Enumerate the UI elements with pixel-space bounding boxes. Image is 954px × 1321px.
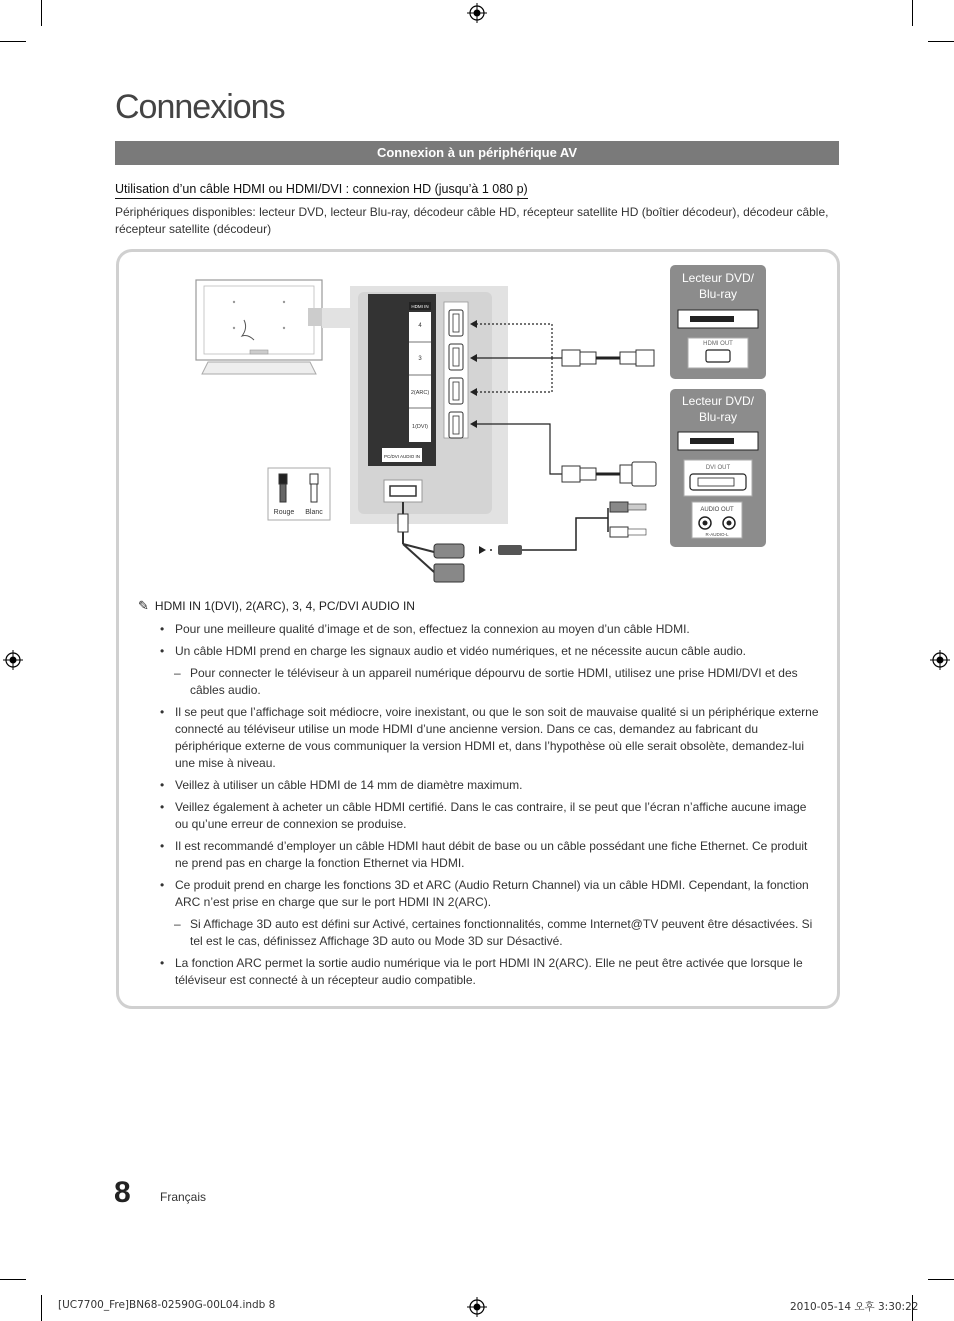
port-3-label: 3 bbox=[418, 356, 422, 362]
port-2-label: 2(ARC) bbox=[410, 390, 430, 396]
notes-heading bbox=[138, 598, 415, 614]
audio-out-label: AUDIO OUT bbox=[700, 507, 734, 513]
dash-icon: – bbox=[174, 917, 181, 931]
note-text: Il se peut que l’affichage soit médiocre, voire inexistant, ou que le son soit de mauvaise qualité si un périphérique externe connecté au téléviseur utilise un mode HDMI d’une ancienne version. Dans ce cas, demandez au fabricant du périphérique externe de vous communiquer la version HDMI et, dans l’hypothèse où elle serait obsolète, demandez-lui une mise à niveau. bbox=[175, 705, 819, 770]
device-bottom-label: Lecteur DVD/ Blu-ray bbox=[681, 394, 755, 424]
note-item bbox=[160, 643, 820, 660]
file-info: [UC7700_Fre]BN68-02590G-00L04.indb 8 bbox=[58, 1299, 276, 1311]
notes-list bbox=[160, 621, 820, 994]
print-timestamp: 2010-05-14 오후 3:30:22 bbox=[790, 1301, 919, 1313]
port-1-label: 1(DVI) bbox=[412, 424, 428, 430]
section-title-bar: Connexion à un périphérique AV bbox=[115, 141, 839, 165]
note-item bbox=[160, 838, 820, 872]
note-text: Veillez également à acheter un câble HDMI certifié. Dans le cas contraire, il se peut que l’écran n’affiche aucune image ou qu’une erreur de connexion se produise. bbox=[175, 800, 807, 831]
note-item bbox=[160, 955, 820, 989]
note-text: Si Affichage 3D auto est défini sur Activé, certaines fonctionnalités, comme Internet@TV peuvent être désactivées. Si tel est le cas, définissez Affichage 3D auto ou Mode 3D sur Désactivé. bbox=[190, 917, 813, 948]
note-text: Pour une meilleure qualité d’image et de son, effectuez la connexion au moyen d’un câble HDMI. bbox=[175, 622, 690, 636]
registration-mark-icon bbox=[930, 650, 950, 670]
note-text: La fonction ARC permet la sortie audio numérique via le port HDMI IN 2(ARC). Elle ne peut être activée que lorsque le téléviseur est connecté à un récepteur audio compatible. bbox=[175, 956, 803, 987]
bullet-icon: • bbox=[160, 644, 165, 658]
dvd-player-bottom-icon bbox=[676, 428, 760, 542]
subheading: Utilisation d’un câble HDMI ou HDMI/DVI : connexion HD (jusqu’à 1 080 p) bbox=[115, 182, 528, 199]
intro-paragraph: Périphériques disponibles: lecteur DVD, lecteur Blu-ray, décodeur câble HD, récepteur satellite HD (boîtier décodeur), décodeur câble, récepteur satellite (décodeur) bbox=[115, 205, 829, 236]
note-item bbox=[160, 777, 820, 794]
crop-mark bbox=[41, 1295, 42, 1321]
note-text: Il est recommandé d’employer un câble HDMI haut débit de base ou un câble possédant une fiche Ethernet. Ce produit ne prend pas en charge la fonction Ethernet via HDMI. bbox=[175, 839, 808, 870]
rca-red-label: Rouge bbox=[273, 509, 295, 516]
dvd-player-top-icon bbox=[676, 304, 760, 374]
page-title: Connexions bbox=[115, 88, 285, 126]
bullet-icon: • bbox=[160, 778, 165, 792]
registration-mark-icon bbox=[467, 3, 487, 23]
note-subitem bbox=[160, 665, 820, 699]
note-text: Pour connecter le téléviseur à un appareil numérique dépourvu de sortie HDMI, utilisez une prise HDMI/DVI et des câbles audio. bbox=[190, 666, 798, 697]
note-item bbox=[160, 799, 820, 833]
hdmi-in-header: HDMI IN bbox=[411, 304, 429, 309]
note-text: Un câble HDMI prend en charge les signaux audio et vidéo numériques, et ne nécessite aucun câble audio. bbox=[175, 644, 747, 658]
pc-dvi-audio-in-label: PC/DVI AUDIO IN bbox=[383, 454, 421, 459]
dvi-out-label: DVI OUT bbox=[705, 465, 731, 471]
crop-mark bbox=[0, 1279, 26, 1280]
note-item bbox=[160, 704, 820, 772]
audio-channels-label: R-AUDIO-L bbox=[705, 532, 729, 537]
language-label: Français bbox=[160, 1190, 207, 1204]
crop-mark bbox=[928, 1279, 954, 1280]
bullet-icon: • bbox=[160, 622, 165, 636]
registration-mark-icon bbox=[3, 650, 23, 670]
note-subitem bbox=[160, 916, 820, 950]
note-item bbox=[160, 877, 820, 911]
bullet-icon: • bbox=[160, 839, 165, 853]
page-number: 8 bbox=[114, 1176, 131, 1209]
hdmi-out-label: HDMI OUT bbox=[703, 341, 733, 347]
crop-mark bbox=[0, 41, 26, 42]
tv-back-illustration bbox=[196, 280, 322, 374]
port-4-label: 4 bbox=[418, 323, 422, 329]
note-item bbox=[160, 621, 820, 638]
crop-mark bbox=[912, 0, 913, 26]
crop-mark bbox=[928, 41, 954, 42]
crop-mark bbox=[41, 0, 42, 26]
bullet-icon: • bbox=[160, 956, 165, 970]
note-text: Ce produit prend en charge les fonctions 3D et ARC (Audio Return Channel) via un câble HDMI. Cependant, la fonction ARC n’est prise en charge que sur le port HDMI IN 2(ARC). bbox=[175, 878, 809, 909]
note-pencil-icon: ✎ bbox=[138, 598, 149, 613]
device-top-label: Lecteur DVD/ Blu-ray bbox=[681, 271, 755, 301]
notes-title-text: HDMI IN 1(DVI), 2(ARC), 3, 4, PC/DVI AUDIO IN bbox=[154, 599, 415, 613]
note-text: Veillez à utiliser un câble HDMI de 14 mm de diamètre maximum. bbox=[175, 778, 523, 792]
bullet-icon: • bbox=[160, 705, 165, 719]
rca-white-label: Blanc bbox=[305, 509, 323, 516]
bullet-icon: • bbox=[160, 800, 165, 814]
dash-icon: – bbox=[174, 666, 181, 680]
registration-mark-icon bbox=[467, 1297, 487, 1317]
bullet-icon: • bbox=[160, 878, 165, 892]
